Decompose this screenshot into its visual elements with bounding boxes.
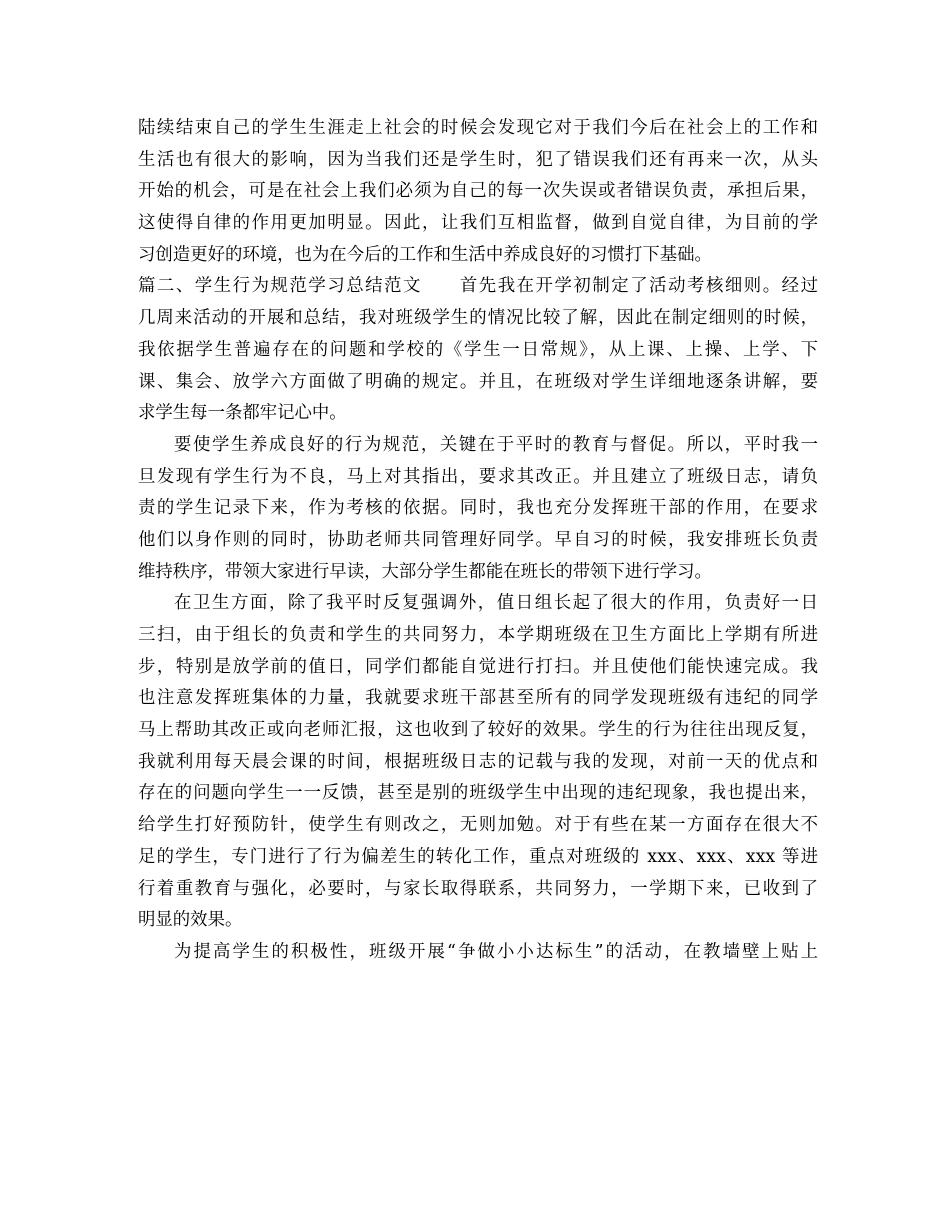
paragraph-line: 陆续结束自己的学生生涯走上社会的时候会发现它对于我们今后在社会上的工作和: [138, 118, 818, 138]
paragraph-line: 旦发现有学生行为不良，马上对其指出，要求其改正。并且建立了班级日志，请负: [138, 466, 818, 487]
paragraph-line: 马上帮助其改正或向老师汇报，这也收到了较好的效果。学生的行为往往出现反复，: [138, 720, 818, 741]
paragraph-line: 生活也有很大的影响，因为当我们还是学生时，犯了错误我们还有再来一次，从头: [138, 149, 818, 170]
paragraph-line: 课、集会、放学六方面做了明确的规定。并且，在班级对学生详细地逐条讲解，要: [138, 371, 818, 392]
paragraph-line: 几周来活动的开展和总结，我对班级学生的情况比较了解，因此在制定细则的时候，: [138, 308, 818, 329]
paragraph-line: 要使学生养成良好的行为规范，关键在于平时的教育与督促。所以，平时我一: [174, 434, 818, 455]
paragraph-line-end: 习创造更好的环境，也为在今后的工作和生活中养成良好的习惯打下基础。: [138, 244, 712, 265]
paragraph-line: 这使得自律的作用更加明显。因此，让我们互相监督，做到自觉自律，为目前的学: [138, 213, 818, 234]
paragraph-line: 给学生打好预防针，使学生有则改之，无则加勉。对于有些在某一方面存在很大不: [138, 815, 818, 836]
paragraph-line: 我依据学生普遍存在的问题和学校的《学生一日常规》，从上课、上操、上学、下: [138, 339, 818, 360]
paragraph-line: 三扫，由于组长的负责和学生的共同努力，本学期班级在卫生方面比上学期有所进: [138, 625, 818, 645]
paragraph-line: 开始的机会，可是在社会上我们必须为自己的每一次失误或者错误负责，承担后果，: [138, 181, 818, 202]
paragraph-line: 篇二、学生行为规范学习总结范文 首先我在开学初制定了活动考核细则。经过: [138, 276, 818, 297]
paragraph-line: 在卫生方面，除了我平时反复强调外，值日组长起了很大的作用，负责好一日: [174, 593, 818, 614]
paragraph-line: 步，特别是放学前的值日，同学们都能自觉进行打扫。并且使他们能快速完成。我: [138, 656, 818, 677]
document-body: [138, 113, 818, 969]
paragraph-line: 行着重教育与强化，必要时，与家长取得联系，共同努力，一学期下来，已收到了: [138, 878, 818, 899]
paragraph-line-end: 求学生每一条都牢记心中。: [138, 403, 347, 424]
paragraph-line: 他们以身作则的同时，协助老师共同管理好同学。早自习的时候，我安排班长负责: [138, 529, 818, 550]
paragraph-line: 为提高学生的积极性，班级开展“争做小小达标生”的活动，在教墙壁上贴上: [174, 941, 818, 962]
paragraph-line: 我就利用每天晨会课的时间，根据班级日志的记载与我的发现，对前一天的优点和: [138, 751, 818, 772]
paragraph-line: 足的学生，专门进行了行为偏差生的转化工作，重点对班级的 xxx、xxx、xxx 等进: [138, 846, 818, 867]
paragraph-line: 也注意发挥班集体的力量，我就要求班干部甚至所有的同学发现班级有违纪的同学: [138, 688, 818, 709]
paragraph-line: 责的学生记录下来，作为考核的依据。同时，我也充分发挥班干部的作用，在要求: [138, 498, 818, 519]
paragraph-line: 存在的问题向学生一一反馈，甚至是别的班级学生中出现的违纪现象，我也提出来，: [138, 783, 818, 804]
paragraph-line-end: 明显的效果。: [138, 910, 243, 931]
paragraph-line-end: 维持秩序，带领大家进行早读，大部分学生都能在班长的带领下进行学习。: [138, 561, 712, 582]
